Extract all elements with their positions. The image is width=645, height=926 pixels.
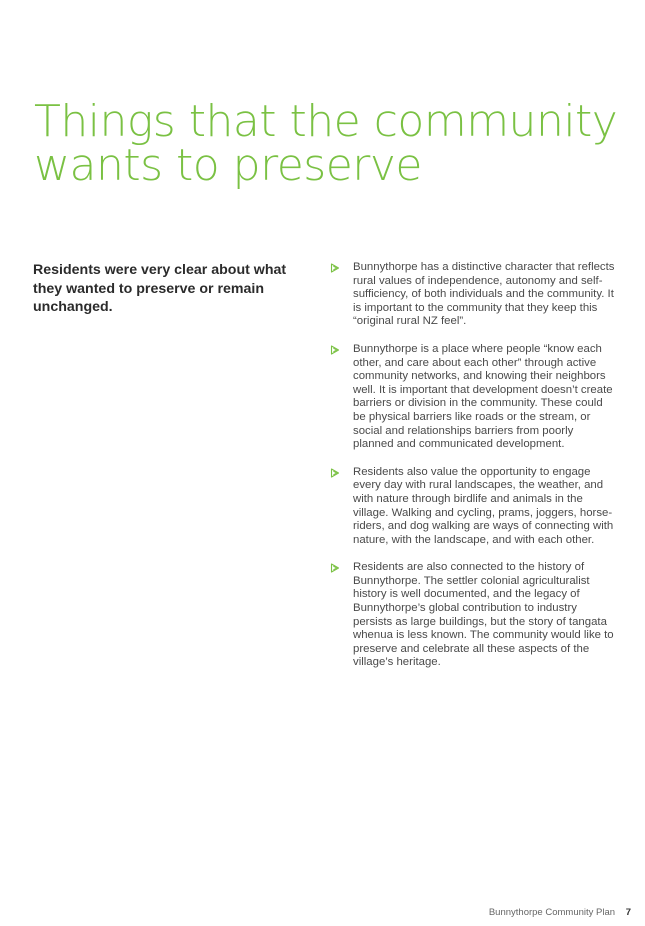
list-item-text: Bunnythorpe has a distinctive character that reflects rural values of independence, autonomy and self-sufficiency, of both individuals and the community. It is important to the community that they keep this “original rural NZ feel”. <box>353 261 615 328</box>
chevron-right-icon <box>330 468 340 478</box>
list-item-text: Bunnythorpe is a place where people “know each other, and care about each other” through active community networks, and knowing their neighbors well. It is important that development doesn’t create barriers or division in the community. These could be physical barriers like roads or the stream, or social and relationships barriers from poorly planned and communicated development. <box>353 342 613 451</box>
list-item <box>330 343 615 452</box>
list-item-text: Residents also value the opportunity to engage every day with rural landscapes, the weather, and with nature through birdlife and animals in the village. Walking and cycling, prams, joggers, horse-riders, and dog walking are ways of connecting with nature, with the landscape, and with each other. <box>353 465 614 546</box>
preserve-list <box>330 261 615 684</box>
list-item-text: Residents are also connected to the history of Bunnythorpe. The settler colonial agriculturalist history is well documented, and the legacy of Bunnythorpe’s global contribution to industry persists as large buildings, but the story of tangata whenua is less known. The community would like to preserve and celebrate all these aspects of the village’s heritage. <box>353 561 614 669</box>
list-item <box>330 466 615 548</box>
chevron-right-icon <box>330 345 340 355</box>
page-title-line-1: Things that the community <box>34 96 618 147</box>
chevron-right-icon <box>330 263 340 273</box>
intro-statement: Residents were very clear about what they wanted to preserve or remain unchanged. <box>33 262 287 315</box>
chevron-right-icon <box>330 563 340 573</box>
page-number: 7 <box>625 907 631 918</box>
footer-document-title: Bunnythorpe Community Plan <box>488 907 616 918</box>
page-footer <box>489 907 631 919</box>
list-item <box>330 561 615 670</box>
page-title <box>34 96 624 191</box>
page-title-line-2: wants to preserve <box>34 140 422 191</box>
list-item <box>330 261 615 329</box>
